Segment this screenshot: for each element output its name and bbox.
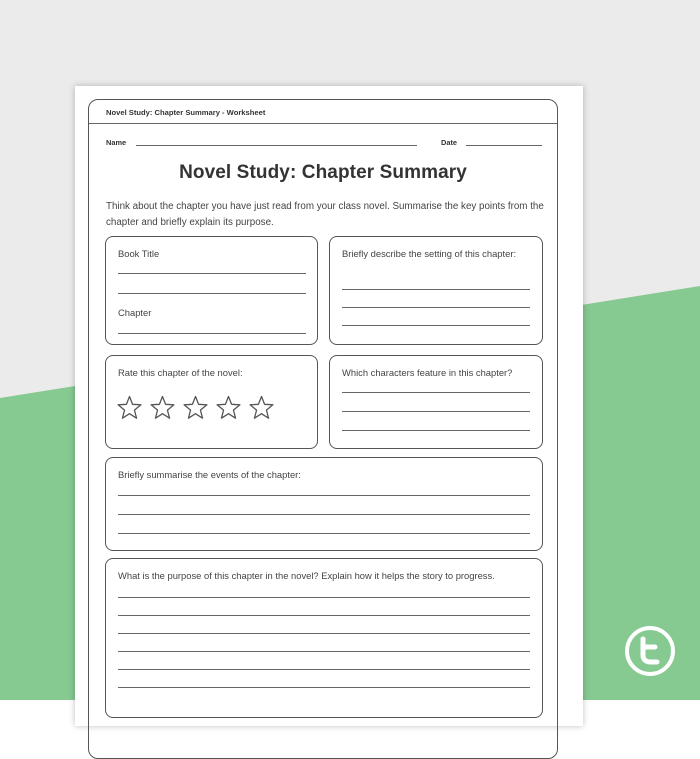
star-outline-icon[interactable] — [182, 395, 209, 421]
star-outline-icon[interactable] — [149, 395, 176, 421]
purpose-line[interactable] — [118, 597, 530, 598]
star-outline-icon[interactable] — [215, 395, 242, 421]
star-outline-icon[interactable] — [248, 395, 275, 421]
purpose-line[interactable] — [118, 687, 530, 688]
worksheet-header-title: Novel Study: Chapter Summary - Worksheet — [106, 108, 266, 117]
date-label: Date — [441, 138, 458, 147]
star-rating[interactable] — [116, 395, 275, 421]
name-label: Name — [106, 138, 127, 147]
date-line[interactable] — [466, 145, 542, 146]
book-title-line[interactable] — [118, 293, 306, 294]
page-title: Novel Study: Chapter Summary — [179, 162, 467, 183]
characters-line[interactable] — [342, 411, 530, 412]
purpose-line[interactable] — [118, 615, 530, 616]
setting-line[interactable] — [342, 325, 530, 326]
events-line[interactable] — [118, 514, 530, 515]
purpose-line[interactable] — [118, 633, 530, 634]
header-divider — [89, 123, 558, 124]
events-line[interactable] — [118, 533, 530, 534]
book-title-label: Book Title — [118, 248, 160, 259]
characters-prompt: Which characters feature in this chapter? — [342, 367, 513, 378]
characters-line[interactable] — [342, 430, 530, 431]
events-line[interactable] — [118, 495, 530, 496]
star-outline-icon[interactable] — [116, 395, 143, 421]
purpose-line[interactable] — [118, 651, 530, 652]
book-title-line[interactable] — [118, 273, 306, 274]
characters-line[interactable] — [342, 392, 530, 393]
setting-line[interactable] — [342, 307, 530, 308]
setting-line[interactable] — [342, 289, 530, 290]
teach-starter-logo-icon — [624, 625, 676, 682]
rating-prompt: Rate this chapter of the novel: — [118, 367, 243, 378]
name-line[interactable] — [136, 145, 417, 146]
intro-text: Think about the chapter you have just read from your class novel. Summarise the key points from the chapter and briefly explain its purpose. — [106, 201, 544, 228]
chapter-label: Chapter — [118, 307, 152, 318]
purpose-line[interactable] — [118, 669, 530, 670]
chapter-line[interactable] — [118, 333, 306, 334]
purpose-prompt: What is the purpose of this chapter in the novel? Explain how it helps the story to progress. — [118, 570, 495, 581]
setting-prompt: Briefly describe the setting of this chapter: — [342, 248, 517, 259]
events-prompt: Briefly summarise the events of the chapter: — [118, 469, 301, 480]
